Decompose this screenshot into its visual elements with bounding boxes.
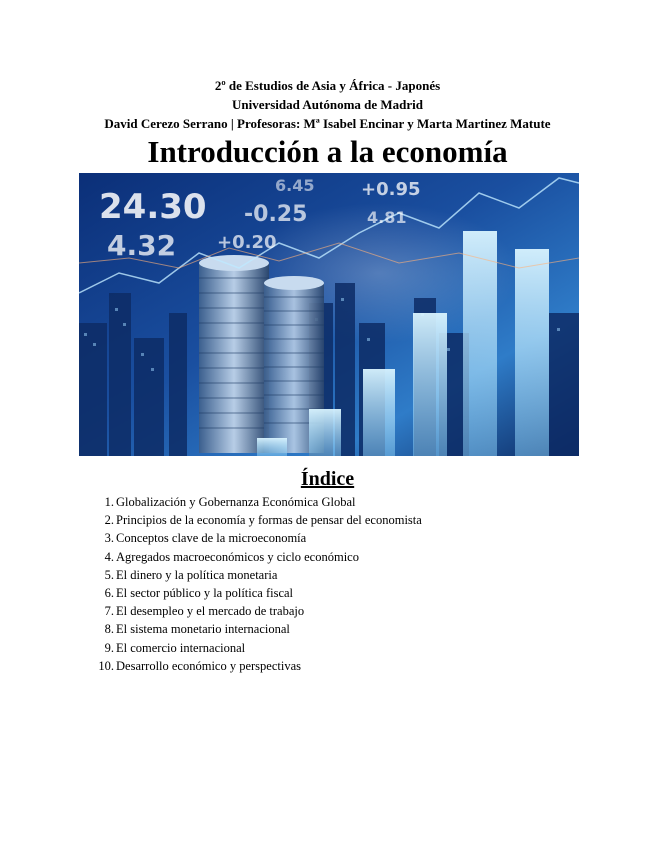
toc-item-label: Desarrollo económico y perspectivas — [116, 658, 302, 673]
cover-number: -0.25 — [244, 202, 308, 227]
cover-number: 6.45 — [275, 176, 315, 195]
cover-number: 4.32 — [107, 229, 177, 262]
toc-item-label: Globalización y Gobernanza Económica Global — [116, 495, 356, 509]
toc-item-label: El sector público y la política fiscal — [116, 586, 294, 601]
toc-item — [90, 566, 570, 584]
coin-stacks — [199, 255, 324, 453]
cover-number: 4.81 — [367, 208, 407, 227]
toc-item-label: Agregados macroeconómicos y ciclo económico — [116, 549, 359, 564]
toc-item-number: 10. — [98, 658, 114, 673]
toc-item-number: 2. — [104, 513, 114, 528]
university-line: Universidad Autónoma de Madrid — [231, 97, 424, 112]
finance-illustration — [79, 173, 579, 456]
table-of-contents — [90, 493, 570, 675]
toc-item — [90, 511, 570, 529]
toc-item-number: 7. — [104, 604, 114, 619]
document-header — [0, 76, 655, 133]
toc-item-number: 8. — [104, 622, 114, 637]
author-line: David Cerezo Serrano | Profesoras: Mª Isabel Encinar y Marta Martinez Matute — [104, 116, 551, 131]
cover-number: +0.95 — [361, 179, 421, 200]
toc-item-number: 5. — [104, 567, 114, 582]
cover-number: +0.20 — [217, 232, 277, 253]
toc-item-number: 1. — [104, 495, 114, 509]
cover-number: 24.30 — [99, 187, 207, 227]
toc-item — [90, 529, 570, 547]
toc-item-label: El dinero y la política monetaria — [116, 567, 278, 582]
toc-item — [90, 602, 570, 620]
toc-item — [90, 548, 570, 566]
toc-item-label: Conceptos clave de la microeconomía — [116, 531, 307, 546]
toc-item-number: 6. — [104, 586, 114, 601]
toc-item — [90, 493, 570, 511]
toc-item — [90, 657, 570, 675]
toc-item-label: Principios de la economía y formas de pensar del economista — [116, 513, 422, 528]
toc-item — [90, 620, 570, 638]
toc-item — [90, 584, 570, 602]
course-line: 2º de Estudios de Asia y África - Japonés — [214, 78, 441, 93]
toc-item-label: El comercio internacional — [116, 640, 246, 655]
toc-item — [90, 639, 570, 657]
toc-item-label: El sistema monetario internacional — [116, 622, 290, 637]
toc-item-number: 3. — [104, 531, 114, 546]
toc-item-number: 4. — [104, 549, 114, 564]
document-title: Introducción a la economía — [147, 134, 508, 169]
toc-item-number: 9. — [104, 640, 114, 655]
cover-image — [79, 173, 579, 456]
index-heading: Índice — [300, 468, 355, 490]
toc-item-label: El desempleo y el mercado de trabajo — [116, 604, 305, 619]
